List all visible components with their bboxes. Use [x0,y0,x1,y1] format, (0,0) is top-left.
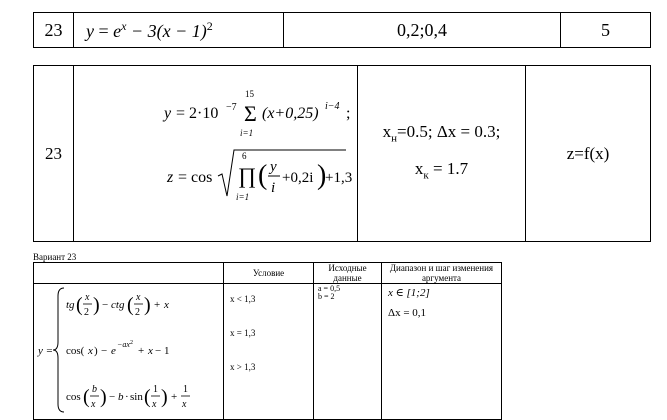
formula-svg [74,66,358,236]
case2-cos: cos( [66,345,85,357]
source-a: a = 0,5 [318,284,341,293]
range-line-2: $x_к = 1.7$ [414,158,469,181]
sum-sign: Σ [244,101,257,126]
formula-y-body: (x+0,25) [262,105,319,122]
variant-number: 23 [34,13,74,48]
task-table-1 [33,12,651,48]
piecewise-lhs: y = [38,345,54,357]
condition-cell [224,284,314,420]
header-condition: Условие [224,263,314,284]
case1-paren-r2: ) [144,294,151,316]
case3-plus: + [171,391,178,403]
formula-y-lhs: y [164,105,172,122]
case3-dot: · [125,391,129,403]
case1-plus: + [154,299,161,311]
case1-num2: x [136,292,141,303]
case3-den1: x [91,399,96,410]
case2-tail: − 1 [155,345,170,357]
piecewise-formula-cell [34,284,224,420]
formula-z-inner: +0,2i [282,170,314,186]
header-source: Исходные данные [314,263,382,284]
sum-bottom: i=1 [240,128,254,138]
case1-num1: x [85,292,90,303]
case2-exp: −ax [117,340,130,349]
case2-x: x [88,345,93,357]
frac-num: y [270,159,277,175]
formula-z-tail: +1,3 [325,170,353,186]
range-cell: 0,2;0,4 [284,13,561,48]
case1-minus: − [102,299,109,311]
case3-paren-l2: ( [144,386,151,408]
prod-bottom: i=1 [236,192,250,202]
frac-den: i [271,180,276,196]
range-interval: x ∈ [1;2] [388,287,430,299]
case1-den2: 2 [135,307,140,318]
condition-3: x > 1,3 [230,362,256,372]
formula-y-tail: ; [346,105,351,122]
case2-paren: ) [94,345,98,357]
case3-b: b [118,391,124,403]
case1-paren-l2: ( [127,294,134,316]
func-cell: z=f(x) [526,66,651,242]
case3-num3: 1 [183,384,188,395]
source-b: b = 2 [318,292,335,301]
case3-num1: b [92,384,97,395]
piecewise-svg [34,284,224,416]
range-line-1: $x_н=0.5$; Δx = 0.3; [382,122,501,145]
case2-x2: x [148,345,153,357]
prod-top: 6 [242,151,247,161]
case1-x: x [164,299,169,311]
case1-tg: tg [66,299,75,311]
paren-left: ( [258,160,268,191]
case3-sin: sin [130,391,143,403]
range-cell-3 [382,284,502,420]
case1-paren-l1: ( [76,294,83,316]
formula-cell [74,66,358,242]
case1-paren-r1: ) [93,294,100,316]
formula-y-exp2: i−4 [325,101,340,112]
case2-e: e [111,345,116,357]
source-cell [314,284,382,420]
case1-ctg: ctg [111,299,125,311]
task-table-2 [33,65,651,242]
sum-top: 15 [245,89,254,99]
range-cell-2 [358,66,526,242]
case3-cos: cos [66,391,81,403]
range-step: Δx = 0,1 [388,307,427,319]
case3-num2: 1 [153,384,158,395]
header-range: Диапазон и шаг изменения аргумента [382,263,502,284]
case3-minus: − [109,391,116,403]
header-empty [34,263,224,284]
condition-1: x < 1,3 [230,294,256,304]
variant-number-2: 23 [34,66,74,242]
case3-den2: x [152,399,157,410]
case3-paren-l1: ( [83,386,90,408]
function-formula: $y = e^x - 3(x - 1)^2$ [74,13,284,48]
formula-y-eq: = 2·10 [176,105,219,122]
case3-paren-r2: ) [161,386,168,408]
condition-2: x = 1,3 [230,328,256,338]
count-cell: 5 [561,13,651,48]
paren-right: ) [317,160,327,191]
piecewise-brace [53,288,64,412]
formula-z-eq: = cos [178,169,213,186]
task-table-3 [33,262,502,420]
variant-title: Вариант 23 [33,252,77,262]
case1-den1: 2 [84,307,89,318]
prod-sign: ∏ [238,163,257,188]
case2-exp2: 2 [130,340,133,346]
case3-den3: x [182,399,187,410]
formula-z-lhs: z [167,169,174,186]
case3-paren-r1: ) [100,386,107,408]
formula-y-exp1: −7 [226,102,237,113]
case2-plus: + [138,345,145,357]
case2-minus: − [101,345,108,357]
